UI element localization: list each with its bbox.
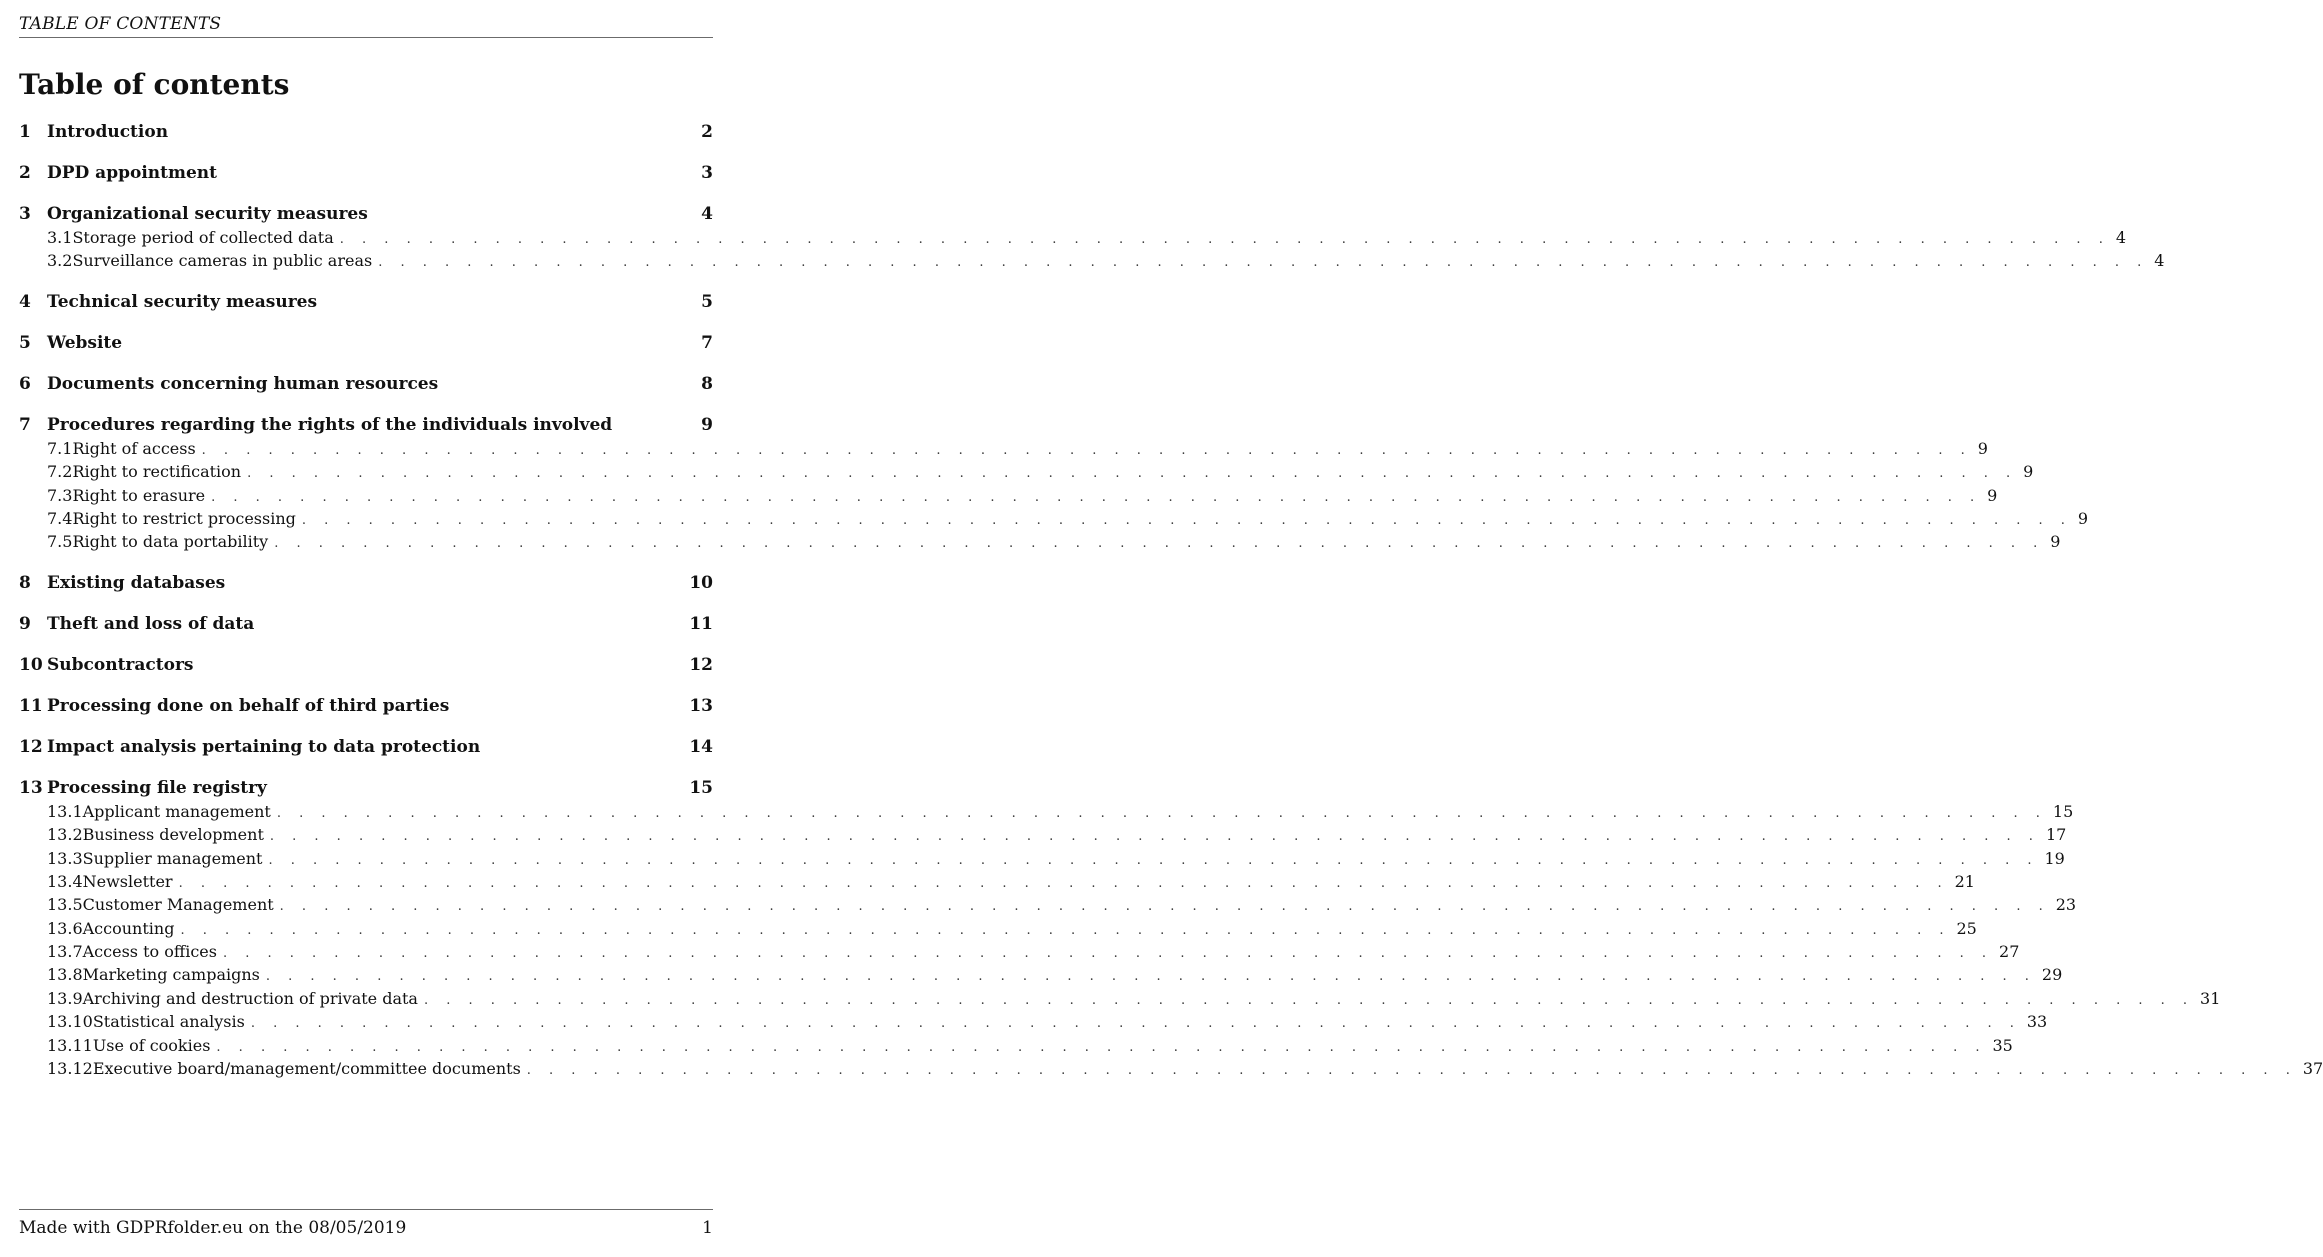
toc-section: [19, 694, 713, 718]
toc-subentry-title: Surveillance cameras in public areas: [72, 251, 373, 271]
toc-entry-title: Website: [47, 332, 123, 353]
toc-subentry-page: 9: [1987, 485, 1998, 505]
toc-subentry-page: 35: [1992, 1035, 2013, 1055]
toc-entry-number: 3: [19, 204, 31, 224]
toc-subentry-page: 4: [2115, 228, 2127, 247]
toc-subentry-number: 13.1: [47, 801, 83, 821]
toc-subentry[interactable]: [19, 870, 1975, 893]
toc-subentry-page: 9: [2023, 462, 2034, 482]
toc-leader: . . . . . . . . . . . . . . . . . . . . . . . . . . . . . . . . . . . . . . . . . . . . . . . . . . . . . . . . . . . . . . . . . . . . . . . . . . . . . . . .: [216, 1039, 1987, 1055]
toc-entry-page: 12: [689, 654, 713, 675]
toc-leader: . . . . . . . . . . . . . . . . . . . . . . . . . . . . . . . . . . . . . . . . . . . . . . . . . . . . . . . . . . . . . . . . . . . . . . . . . . . . . . . .: [276, 805, 2047, 821]
toc-entry[interactable]: [19, 413, 713, 437]
toc-section: [19, 776, 2323, 1081]
toc-entry-page: 13: [689, 695, 713, 716]
toc-subentry-page: 9: [2050, 532, 2061, 552]
toc-entry[interactable]: [19, 120, 713, 144]
toc-leader: . . . . . . . . . . . . . . . . . . . . . . . . . . . . . . . . . . . . . . . . . . . . . . . . . . . . . . . . . . . . . . . . . . . . . . . . . . . . . . . .: [222, 946, 1994, 962]
toc-entry-page: 5: [701, 291, 713, 312]
toc-subentry[interactable]: [19, 437, 1988, 460]
toc-leader: . . . . . . . . . . . . . . . . . . . . . . . . . . . . . . . . . . . . . . . . . . . . . . . . . . . . . . . . . . . . . . . . . . . . . . . . . . . . . . . .: [301, 512, 2072, 528]
toc-leader: . . . . . . . . . . . . . . . . . . . . . . . . . . . . . . . . . . . . . . . . . . . . . . . . . . . . . . . . . . . . . . . . . . . . . . . . . . . . . . . .: [526, 1063, 2297, 1079]
toc-subentry[interactable]: [19, 484, 1998, 507]
toc-subentry-title: Business development: [82, 825, 264, 845]
toc-subentry[interactable]: [19, 823, 2067, 846]
toc-section: [19, 571, 713, 595]
toc-subentry-title: Archiving and destruction of private data: [82, 988, 418, 1008]
toc-entry-title: Introduction: [47, 122, 169, 142]
toc-entry-number: 10: [19, 654, 43, 675]
toc-subentry-title: Accounting: [82, 918, 175, 938]
toc-leader: . . . . . . . . . . . . . . . . . . . . . . . . . . . . . . . . . . . . . . . . . . . . . . . . . . . . . . . . . . . . . . . . . . . . . . . . . . . . . . . .: [378, 255, 2149, 271]
toc-entry-title: Subcontractors: [47, 654, 194, 675]
toc-entry-title: Processing done on behalf of third parties: [47, 695, 450, 716]
toc-entry-page: 14: [689, 736, 713, 757]
toc-subentry-title: Right to restrict processing: [72, 508, 296, 528]
toc-subentry-number: 13.4: [47, 871, 83, 891]
toc-subentry-title: Right to rectification: [72, 462, 242, 482]
toc-entry-page: 7: [701, 332, 713, 353]
toc-subentry-page: 19: [2044, 848, 2065, 868]
toc-section: [19, 202, 2165, 273]
toc-subentry[interactable]: [19, 507, 2089, 530]
toc-subentry[interactable]: [19, 1034, 2013, 1057]
toc-entry-number: 7: [19, 414, 31, 435]
toc-leader: . . . . . . . . . . . . . . . . . . . . . . . . . . . . . . . . . . . . . . . . . . . . . . . . . . . . . . . . . . . . . . . . . . . . . . . . . . . . . . . .: [201, 442, 1972, 458]
toc-entry-number: 11: [19, 695, 43, 716]
toc-entry-title: Technical security measures: [47, 291, 318, 312]
toc-subentry-number: 13.11: [47, 1035, 93, 1055]
footer-page-number: 1: [702, 1218, 713, 1238]
toc-subentry-page: 31: [2200, 988, 2221, 1008]
toc-subentry[interactable]: [19, 987, 2221, 1010]
toc-entry[interactable]: [19, 290, 713, 314]
toc-subentry-number: 13.12: [47, 1059, 93, 1079]
toc-subentry-page: 23: [2055, 895, 2077, 915]
toc-subentry-number: 13.8: [47, 965, 83, 985]
toc-leader: . . . . . . . . . . . . . . . . . . . . . . . . . . . . . . . . . . . . . . . . . . . . . . . . . . . . . . . . . . . . . . . . . . . . . . . . . . . . . . . .: [274, 536, 2045, 552]
toc-leader: . . . . . . . . . . . . . . . . . . . . . . . . . . . . . . . . . . . . . . . . . . . . . . . . . . . . . . . . . . . . . . . . . . . . . . . . . . . . . . . .: [178, 875, 1949, 891]
toc-subentry-title: Applicant management: [82, 801, 271, 821]
toc-entry-page: 10: [689, 572, 713, 593]
toc-subentry-page: 17: [2045, 825, 2067, 845]
toc-section: [19, 120, 713, 144]
toc-subentry-title: Access to offices: [82, 942, 217, 962]
toc-subentry-page: 27: [1999, 942, 2020, 962]
toc-entry-title: Procedures regarding the rights of the individuals involved: [47, 414, 613, 435]
toc-subentry[interactable]: [19, 893, 2077, 916]
toc-section: [19, 161, 713, 185]
toc-subentry-title: Executive board/management/committee documents: [92, 1059, 521, 1079]
toc-subentry-title: Marketing campaigns: [82, 965, 260, 985]
toc-subentry[interactable]: [19, 249, 2165, 272]
toc-subentry-number: 7.3: [47, 485, 73, 505]
toc-entry-page: 15: [689, 777, 713, 798]
toc-subentry-title: Statistical analysis: [92, 1012, 245, 1032]
toc-subentry-page: 33: [2026, 1012, 2048, 1032]
toc-section: [19, 735, 713, 759]
toc-entry-number: 2: [19, 163, 31, 183]
toc-entry-page: 11: [689, 613, 713, 634]
toc-subentry-number: 3.2: [47, 251, 73, 271]
toc-entry-title: Existing databases: [47, 572, 226, 593]
toc-subentry-title: Customer Management: [82, 895, 274, 915]
toc-entry-page: 4: [701, 204, 713, 224]
toc-entry-number: 4: [19, 291, 31, 312]
toc-subentry-number: 13.6: [47, 918, 83, 938]
toc-leader: . . . . . . . . . . . . . . . . . . . . . . . . . . . . . . . . . . . . . . . . . . . . . . . . . . . . . . . . . . . . . . . . . . . . . . . . . . . . . . . .: [180, 922, 1951, 938]
toc-section: [19, 413, 2089, 554]
toc-subentry-page: 25: [1956, 918, 1977, 938]
toc-entry-title: DPD appointment: [47, 163, 217, 183]
toc-subentry-number: 13.5: [47, 895, 83, 915]
toc-entry-title: Processing file registry: [47, 777, 267, 798]
toc-entry[interactable]: [19, 735, 713, 759]
toc-entry-number: 12: [19, 736, 43, 757]
toc-subentry[interactable]: [19, 800, 2074, 823]
toc-leader: . . . . . . . . . . . . . . . . . . . . . . . . . . . . . . . . . . . . . . . . . . . . . . . . . . . . . . . . . . . . . . . . . . . . . . . . . . . . . . . .: [268, 852, 2039, 868]
toc-subentry-number: 7.1: [47, 438, 73, 458]
toc-subentry-page: 29: [2041, 965, 2063, 985]
toc-subentry-number: 3.1: [47, 228, 73, 247]
toc-subentry-number: 7.4: [47, 508, 73, 528]
toc-subentry-title: Right to erasure: [72, 485, 206, 505]
toc-subentry-page: 9: [2077, 508, 2089, 528]
toc-subentry[interactable]: [19, 460, 2034, 483]
toc-subentry[interactable]: [19, 917, 1977, 940]
toc-leader: . . . . . . . . . . . . . . . . . . . . . . . . . . . . . . . . . . . . . . . . . . . . . . . . . . . . . . . . . . . . . . . . . . . . . . . . . . . . . . . .: [211, 489, 1982, 505]
toc-entry[interactable]: [19, 161, 713, 185]
toc-entry-number: 6: [19, 373, 31, 394]
toc-entry-number: 5: [19, 332, 31, 353]
toc-entry-title: Theft and loss of data: [47, 613, 255, 634]
toc-subentry-page: 9: [1977, 438, 1988, 458]
toc-leader: . . . . . . . . . . . . . . . . . . . . . . . . . . . . . . . . . . . . . . . . . . . . . . . . . . . . . . . . . . . . . . . . . . . . . . . . . . . . . . . .: [423, 992, 2195, 1008]
toc-leader: . . . . . . . . . . . . . . . . . . . . . . . . . . . . . . . . . . . . . . . . . . . . . . . . . . . . . . . . . . . . . . . . . . . . . . . . . . . . . . . .: [279, 899, 2050, 915]
toc-entry-number: 1: [19, 122, 31, 142]
toc-entry[interactable]: [19, 653, 713, 677]
toc-subentry[interactable]: [19, 226, 2127, 249]
toc-section: [19, 612, 713, 636]
toc-entry[interactable]: [19, 331, 713, 355]
toc-leader: . . . . . . . . . . . . . . . . . . . . . . . . . . . . . . . . . . . . . . . . . . . . . . . . . . . . . . . . . . . . . . . . . . . . . . . . . . . . . . . .: [265, 969, 2036, 985]
toc-subentry-number: 13.10: [47, 1012, 93, 1032]
toc-entry-page: 8: [701, 373, 713, 394]
toc-subentry-number: 13.9: [47, 988, 83, 1008]
toc-subentry[interactable]: [19, 847, 2065, 870]
toc-subentry-number: 13.2: [47, 825, 83, 845]
toc-entry-page: 3: [701, 163, 713, 183]
toc-subentry-page: 4: [2154, 251, 2165, 271]
toc-entry-page: 2: [701, 122, 713, 142]
toc-entry-number: 13: [19, 777, 43, 798]
toc-leader: . . . . . . . . . . . . . . . . . . . . . . . . . . . . . . . . . . . . . . . . . . . . . . . . . . . . . . . . . . . . . . . . . . . . . . . . . . . . . . . .: [269, 829, 2040, 845]
toc-subentry[interactable]: [19, 1010, 2048, 1033]
toc-subentry[interactable]: [19, 1057, 2323, 1080]
toc-subentry-number: 7.2: [47, 462, 73, 482]
toc-entry[interactable]: [19, 571, 713, 595]
toc-leader: . . . . . . . . . . . . . . . . . . . . . . . . . . . . . . . . . . . . . . . . . . . . . . . . . . . . . . . . . . . . . . . . . . . . . . . . . . . . . . . .: [247, 466, 2018, 482]
toc-entry-page: 9: [701, 414, 713, 435]
toc-subentry-number: 13.7: [47, 942, 83, 962]
toc-entry[interactable]: [19, 202, 713, 226]
toc-subentry-page: 37: [2302, 1059, 2323, 1079]
running-header: TABLE OF CONTENTS: [19, 14, 713, 38]
page-title: Table of contents: [19, 68, 290, 101]
toc-entry-title: Impact analysis pertaining to data protection: [47, 736, 481, 757]
toc-subentry-title: Storage period of collected data: [72, 228, 334, 247]
toc-entry[interactable]: [19, 694, 713, 718]
toc-leader: . . . . . . . . . . . . . . . . . . . . . . . . . . . . . . . . . . . . . . . . . . . . . . . . . . . . . . . . . . . . . . . . . . . . . . . . . . . . . . . .: [250, 1016, 2021, 1032]
toc-subentry-number: 13.3: [47, 848, 83, 868]
toc-section: [19, 372, 713, 396]
footer-credit: Made with GDPRfolder.eu on the 08/05/2019: [19, 1218, 407, 1238]
toc-subentry-title: Right to data portability: [72, 532, 269, 552]
toc-entry[interactable]: [19, 372, 713, 396]
table-of-contents: [19, 120, 2323, 1097]
toc-leader: . . . . . . . . . . . . . . . . . . . . . . . . . . . . . . . . . . . . . . . . . . . . . . . . . . . . . . . . . . . . . . . . . . . . . . . . . . . . . . . .: [339, 232, 2110, 247]
toc-subentry-page: 15: [2052, 801, 2074, 821]
toc-subentry[interactable]: [19, 963, 2063, 986]
toc-subentry-title: Right of access: [72, 438, 196, 458]
toc-entry-title: Documents concerning human resources: [47, 373, 439, 394]
toc-subentry-title: Supplier management: [82, 848, 263, 868]
page-footer: [19, 1209, 713, 1238]
toc-entry[interactable]: [19, 612, 713, 636]
toc-section: [19, 290, 713, 314]
toc-section: [19, 331, 713, 355]
toc-section: [19, 653, 713, 677]
toc-subentry-number: 7.5: [47, 532, 73, 552]
toc-entry[interactable]: [19, 776, 713, 800]
toc-subentry-page: 21: [1954, 871, 1975, 891]
toc-subentry-title: Newsletter: [82, 871, 173, 891]
toc-subentry[interactable]: [19, 940, 2020, 963]
toc-entry-title: Organizational security measures: [47, 204, 368, 224]
toc-subentry[interactable]: [19, 530, 2061, 553]
toc-subentry-title: Use of cookies: [92, 1035, 211, 1055]
toc-entry-number: 9: [19, 613, 31, 634]
toc-entry-number: 8: [19, 572, 31, 593]
